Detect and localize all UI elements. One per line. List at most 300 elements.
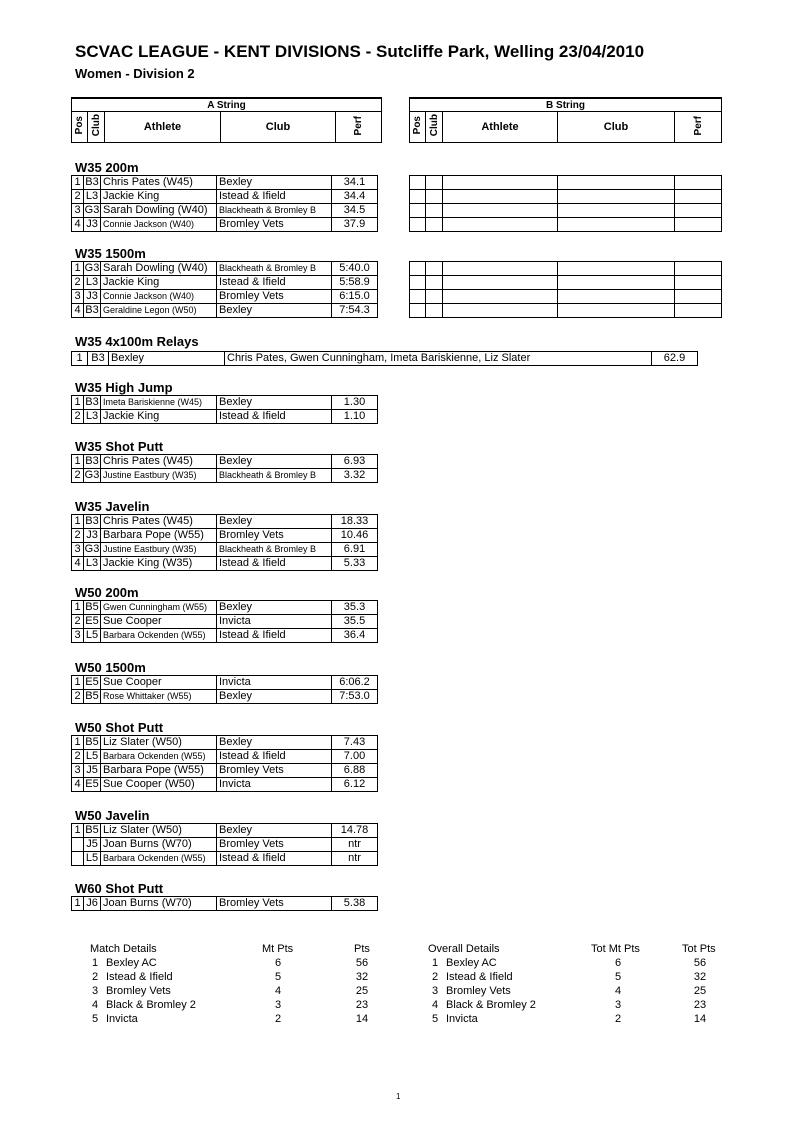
cell-club: L5 [84, 750, 101, 764]
empty-cell [675, 290, 722, 304]
cell-athlete: Chris Pates (W45) [101, 455, 217, 469]
cell-club: L5 [84, 852, 101, 866]
table-row [72, 557, 378, 571]
cell-perf: 6.12 [332, 778, 378, 792]
pts-heading: Pts [354, 943, 370, 955]
cell-perf: 34.1 [332, 176, 378, 190]
cell-club: E5 [85, 676, 99, 688]
cell-club: J5 [84, 838, 101, 852]
cell-pos: 2 [72, 529, 84, 543]
empty-cell [443, 190, 558, 204]
cell-athlete: Justine Eastbury (W35) [101, 469, 217, 483]
table-row [72, 750, 378, 764]
cell-pos: 2 [72, 276, 84, 290]
cell-pos [72, 852, 84, 866]
cell-pos: 1 [72, 515, 84, 529]
cell-pos: 1 [72, 396, 84, 410]
overall-rank: 5 [432, 1013, 439, 1025]
results-table [71, 823, 378, 866]
cell-club: L3 [84, 276, 101, 290]
cell-club: J3 [84, 218, 101, 232]
cell-athlete: Barbara Ockenden (W55) [101, 750, 217, 764]
tot-mt-pts-heading: Tot Mt Pts [591, 943, 640, 955]
b-string-label: B String [410, 98, 722, 112]
empty-cell [410, 218, 426, 232]
table-row [72, 410, 378, 424]
match-match-points: 6 [274, 957, 282, 969]
empty-cell [558, 304, 675, 318]
empty-cell [426, 290, 443, 304]
results-table [71, 175, 378, 232]
b-club-code-header: Club [428, 114, 440, 137]
match-match-points: 3 [274, 999, 282, 1011]
cell-club-name: Bexley [217, 690, 332, 704]
event-title: W50 200m [75, 585, 139, 600]
cell-club: B5 [85, 690, 99, 702]
empty-cell [426, 176, 443, 190]
cell-pos [72, 838, 84, 852]
cell-club-name: Istead & Ifield [217, 557, 332, 571]
a-string-header [71, 97, 382, 143]
mt-pts-heading: Mt Pts [262, 943, 294, 955]
cell-club-name: Bexley [217, 824, 332, 838]
empty-cell [675, 218, 722, 232]
empty-cell [410, 304, 426, 318]
cell-pos: 2 [72, 410, 84, 424]
cell-club-name: Blackheath & Bromley B [217, 204, 332, 218]
empty-cell [443, 304, 558, 318]
cell-athlete: Chris Pates (W45) [101, 515, 217, 529]
table-row [72, 218, 378, 232]
cell-club: J6 [84, 897, 101, 911]
athlete-header: Athlete [105, 112, 221, 143]
cell-club-name: Bexley [217, 396, 332, 410]
empty-cell [558, 276, 675, 290]
cell-club: J5 [84, 764, 101, 778]
table-row [72, 529, 378, 543]
cell-club-name: Istead & Ifield [217, 190, 332, 204]
empty-cell [410, 262, 426, 276]
cell-pos: 1 [72, 262, 84, 276]
cell-athlete: Jackie King [101, 190, 217, 204]
cell-perf: 14.78 [332, 824, 378, 838]
results-table [71, 454, 378, 483]
perf-header: Perf [353, 115, 364, 136]
cell-perf: 34.5 [332, 204, 378, 218]
cell-pos: 1 [72, 176, 84, 190]
cell-pos: 3 [72, 629, 84, 643]
match-team: Invicta [106, 1013, 138, 1025]
cell-club-name: Istead & Ifield [217, 852, 332, 866]
cell-athlete: Gwen Cunningham (W55) [101, 601, 217, 615]
cell-athlete: Imeta Bariskienne (W45) [101, 396, 217, 410]
results-table [71, 735, 378, 792]
match-team: Bromley Vets [106, 985, 171, 997]
cell-pos: 1 [72, 736, 84, 750]
cell-athlete: Chris Pates (W45) [101, 176, 217, 190]
cell-perf: 35.5 [332, 615, 378, 629]
cell-athlete: Barbara Ockenden (W55) [101, 629, 217, 643]
cell-perf: 5.38 [332, 897, 378, 911]
overall-team: Istead & Ifield [446, 971, 513, 983]
cell-pos: 3 [72, 290, 84, 304]
overall-match-points: 5 [614, 971, 622, 983]
cell-club: E5 [85, 778, 99, 790]
relay-club-name: Bexley [109, 352, 225, 366]
cell-pos: 1 [72, 455, 84, 469]
cell-perf: 5:58.9 [332, 276, 378, 290]
table-row [72, 601, 378, 615]
page-number: 1 [396, 1092, 401, 1101]
cell-perf: 10.46 [332, 529, 378, 543]
table-row [72, 469, 378, 483]
empty-cell [410, 290, 426, 304]
cell-perf: 7.43 [332, 736, 378, 750]
cell-pos: 2 [72, 690, 84, 704]
results-table [71, 514, 378, 571]
overall-team: Bromley Vets [446, 985, 511, 997]
cell-athlete: Joan Burns (W70) [101, 897, 217, 911]
overall-rank: 4 [432, 999, 439, 1011]
match-points: 14 [355, 1013, 369, 1025]
cell-athlete: Connie Jackson (W40) [101, 218, 217, 232]
empty-cell [410, 276, 426, 290]
match-rank: 3 [92, 985, 99, 997]
cell-perf: 7.00 [332, 750, 378, 764]
pos-header: Pos [74, 116, 85, 135]
cell-club: L3 [84, 557, 101, 571]
cell-pos: 1 [72, 601, 84, 615]
table-row [72, 352, 698, 366]
b-string-table [409, 175, 722, 232]
cell-club-name: Bexley [217, 304, 332, 318]
cell-athlete: Jackie King [101, 276, 217, 290]
event-title: W50 Shot Putt [75, 720, 164, 735]
empty-cell [443, 218, 558, 232]
results-table [71, 896, 378, 911]
relay-perf: 62.9 [652, 352, 698, 366]
cell-club: L3 [84, 410, 101, 424]
empty-cell [675, 276, 722, 290]
match-points: 23 [355, 999, 369, 1011]
cell-athlete: Sue Cooper [101, 676, 217, 690]
cell-club: B3 [85, 455, 99, 467]
table-row [72, 690, 378, 704]
cell-pos: 3 [72, 764, 84, 778]
empty-cell [443, 176, 558, 190]
table-row [72, 176, 378, 190]
cell-club: L3 [84, 190, 101, 204]
empty-cell [558, 190, 675, 204]
empty-cell [443, 262, 558, 276]
event-title: W50 Javelin [75, 808, 150, 823]
empty-cell [443, 290, 558, 304]
overall-match-points: 4 [614, 985, 622, 997]
empty-cell [410, 190, 426, 204]
cell-perf: ntr [332, 838, 378, 852]
cell-pos: 4 [72, 304, 84, 318]
overall-rank: 2 [432, 971, 439, 983]
table-row [72, 838, 378, 852]
table-row [72, 778, 378, 792]
event-title: W60 Shot Putt [75, 881, 164, 896]
b-string-header [409, 97, 722, 143]
cell-club-name: Bromley Vets [217, 838, 332, 852]
tot-pts-heading: Tot Pts [682, 943, 716, 955]
overall-match-points: 6 [614, 957, 622, 969]
match-match-points: 4 [274, 985, 282, 997]
cell-club-name: Blackheath & Bromley B [217, 543, 332, 557]
relay-table [71, 351, 698, 366]
cell-club: B3 [85, 176, 99, 188]
overall-match-points: 2 [614, 1013, 622, 1025]
cell-perf: 5:40.0 [332, 262, 378, 276]
cell-club-name: Invicta [217, 676, 332, 690]
empty-cell [426, 304, 443, 318]
overall-points: 25 [693, 985, 707, 997]
cell-club: G3 [84, 469, 100, 481]
cell-athlete: Barbara Pope (W55) [101, 529, 217, 543]
table-row [410, 218, 722, 232]
cell-athlete: Justine Eastbury (W35) [101, 543, 217, 557]
table-row [410, 276, 722, 290]
results-table [71, 261, 378, 318]
empty-cell [675, 304, 722, 318]
cell-perf: 5.33 [332, 557, 378, 571]
table-row [72, 204, 378, 218]
event-title: W50 1500m [75, 660, 146, 675]
cell-perf: 34.4 [332, 190, 378, 204]
cell-perf: 6:15.0 [332, 290, 378, 304]
cell-pos: 4 [72, 218, 84, 232]
overall-match-points: 3 [614, 999, 622, 1011]
cell-pos: 2 [72, 469, 84, 483]
empty-cell [675, 190, 722, 204]
empty-cell [410, 204, 426, 218]
cell-perf: 3.32 [332, 469, 378, 483]
cell-pos: 3 [72, 204, 84, 218]
cell-club-name: Invicta [217, 615, 332, 629]
match-team: Black & Bromley 2 [106, 999, 196, 1011]
table-row [72, 262, 378, 276]
b-string-table [409, 261, 722, 318]
cell-perf: 36.4 [332, 629, 378, 643]
cell-club-name: Bexley [217, 455, 332, 469]
match-match-points: 2 [274, 1013, 282, 1025]
table-row [72, 304, 378, 318]
cell-club-name: Bromley Vets [217, 290, 332, 304]
table-row [72, 629, 378, 643]
table-row [410, 304, 722, 318]
table-row [72, 897, 378, 911]
empty-cell [426, 276, 443, 290]
cell-perf: 35.3 [332, 601, 378, 615]
overall-rank: 3 [432, 985, 439, 997]
cell-pos: 3 [72, 543, 84, 557]
cell-club-name: Bromley Vets [217, 764, 332, 778]
empty-cell [426, 262, 443, 276]
cell-athlete: Jackie King [101, 410, 217, 424]
cell-club-name: Bromley Vets [217, 218, 332, 232]
cell-club: B5 [85, 824, 99, 836]
cell-club: G3 [84, 543, 100, 555]
cell-club-name: Blackheath & Bromley B [217, 469, 332, 483]
event-title: W35 1500m [75, 246, 146, 261]
cell-club-name: Istead & Ifield [217, 276, 332, 290]
table-row [72, 764, 378, 778]
relay-athletes: Chris Pates, Gwen Cunningham, Imeta Bariskienne, Liz Slater [225, 352, 652, 366]
table-row [410, 204, 722, 218]
a-string-label: A String [72, 98, 382, 112]
cell-athlete: Joan Burns (W70) [101, 838, 217, 852]
empty-cell [675, 262, 722, 276]
cell-athlete: Sue Cooper [101, 615, 217, 629]
cell-perf: 18.33 [332, 515, 378, 529]
cell-pos: 2 [72, 615, 84, 629]
table-row [72, 615, 378, 629]
table-row [410, 176, 722, 190]
cell-club: L5 [84, 629, 101, 643]
empty-cell [426, 190, 443, 204]
empty-cell [675, 204, 722, 218]
match-points: 32 [355, 971, 369, 983]
overall-team: Black & Bromley 2 [446, 999, 536, 1011]
empty-cell [558, 176, 675, 190]
club-code-header: Club [90, 114, 102, 137]
empty-cell [558, 262, 675, 276]
table-row [72, 276, 378, 290]
table-row [72, 515, 378, 529]
cell-perf: 7:54.3 [332, 304, 378, 318]
results-table [71, 395, 378, 424]
cell-club-name: Bromley Vets [217, 897, 332, 911]
cell-club-name: Bexley [217, 601, 332, 615]
empty-cell [675, 176, 722, 190]
event-title: W35 Javelin [75, 499, 150, 514]
table-row [72, 824, 378, 838]
results-table [71, 675, 378, 704]
match-details-heading: Match Details [90, 943, 157, 955]
cell-athlete: Liz Slater (W50) [101, 824, 217, 838]
match-points: 25 [355, 985, 369, 997]
cell-pos: 2 [72, 750, 84, 764]
event-title: W35 200m [75, 160, 139, 175]
match-rank: 1 [92, 957, 99, 969]
table-row [410, 190, 722, 204]
table-row [410, 290, 722, 304]
table-row [410, 262, 722, 276]
cell-perf: ntr [332, 852, 378, 866]
cell-club: G3 [84, 262, 100, 274]
empty-cell [558, 290, 675, 304]
cell-perf: 7:53.0 [332, 690, 378, 704]
table-row [72, 543, 378, 557]
cell-perf: 37.9 [332, 218, 378, 232]
empty-cell [426, 204, 443, 218]
cell-club: B3 [85, 304, 99, 316]
overall-team: Bexley AC [446, 957, 497, 969]
overall-points: 14 [693, 1013, 707, 1025]
page-title: SCVAC LEAGUE - KENT DIVISIONS - Sutcliffe Park, Welling 23/04/2010 [75, 42, 645, 61]
match-rank: 4 [92, 999, 99, 1011]
empty-cell [443, 276, 558, 290]
b-club-header: Club [558, 112, 675, 143]
empty-cell [558, 218, 675, 232]
table-row [72, 736, 378, 750]
cell-club-name: Bexley [217, 515, 332, 529]
relay-club: B3 [88, 352, 109, 366]
empty-cell [443, 204, 558, 218]
results-table [71, 600, 378, 643]
cell-club-name: Blackheath & Bromley B [217, 262, 332, 276]
cell-club: B3 [85, 515, 99, 527]
cell-perf: 6.88 [332, 764, 378, 778]
cell-athlete: Sarah Dowling (W40) [101, 204, 217, 218]
cell-perf: 1.30 [332, 396, 378, 410]
cell-club: J3 [84, 290, 101, 304]
cell-perf: 6.93 [332, 455, 378, 469]
cell-club-name: Invicta [217, 778, 332, 792]
match-rank: 2 [92, 971, 99, 983]
empty-cell [558, 204, 675, 218]
cell-club: B5 [85, 601, 99, 613]
match-rank: 5 [92, 1013, 99, 1025]
cell-club-name: Istead & Ifield [217, 629, 332, 643]
table-row [72, 676, 378, 690]
table-row [72, 396, 378, 410]
cell-club-name: Bromley Vets [217, 529, 332, 543]
cell-club-name: Istead & Ifield [217, 410, 332, 424]
table-row [72, 190, 378, 204]
match-match-points: 5 [274, 971, 282, 983]
cell-club-name: Istead & Ifield [217, 750, 332, 764]
cell-pos: 1 [72, 676, 84, 690]
cell-athlete: Jackie King (W35) [101, 557, 217, 571]
overall-points: 23 [693, 999, 707, 1011]
cell-perf: 6:06.2 [332, 676, 378, 690]
cell-athlete: Geraldine Legon (W50) [101, 304, 217, 318]
overall-team: Invicta [446, 1013, 478, 1025]
event-title: W35 High Jump [75, 380, 173, 395]
overall-points: 56 [693, 957, 707, 969]
cell-club-name: Bexley [217, 176, 332, 190]
overall-rank: 1 [432, 957, 439, 969]
cell-athlete: Connie Jackson (W40) [101, 290, 217, 304]
table-row [72, 290, 378, 304]
cell-pos: 4 [72, 557, 84, 571]
cell-perf: 1.10 [332, 410, 378, 424]
cell-club: B5 [85, 736, 99, 748]
table-row [72, 852, 378, 866]
relay-pos: 1 [72, 352, 88, 366]
cell-pos: 1 [72, 824, 84, 838]
cell-club: J3 [84, 529, 101, 543]
match-team: Istead & Ifield [106, 971, 173, 983]
cell-athlete: Barbara Pope (W55) [101, 764, 217, 778]
cell-athlete: Liz Slater (W50) [101, 736, 217, 750]
cell-athlete: Sarah Dowling (W40) [101, 262, 217, 276]
overall-details-heading: Overall Details [428, 943, 500, 955]
cell-athlete: Barbara Ockenden (W55) [101, 852, 217, 866]
cell-athlete: Rose Whittaker (W55) [101, 690, 217, 704]
table-row [72, 455, 378, 469]
overall-points: 32 [693, 971, 707, 983]
match-team: Bexley AC [106, 957, 157, 969]
club-header: Club [221, 112, 336, 143]
b-perf-header: Perf [692, 115, 704, 136]
page-subtitle: Women - Division 2 [75, 66, 195, 81]
b-athlete-header: Athlete [443, 112, 558, 143]
